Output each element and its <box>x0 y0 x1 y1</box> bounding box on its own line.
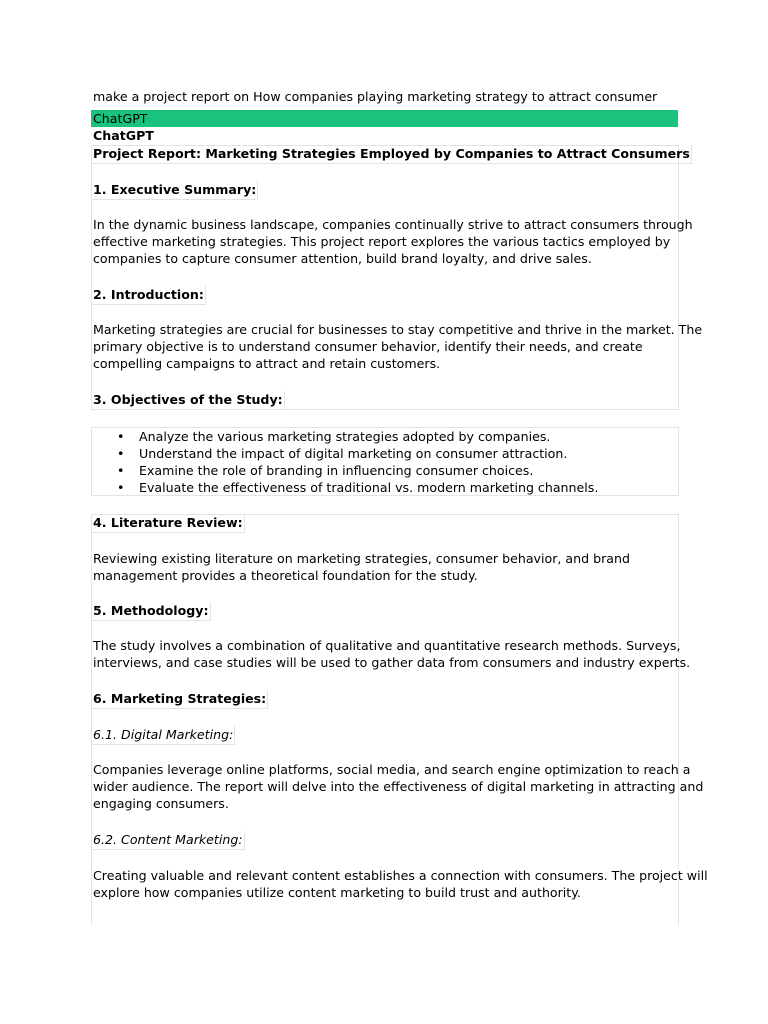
list-item: • Understand the impact of digital marketing on consumer attraction. <box>117 446 568 461</box>
paragraph-line: effective marketing strategies. This project report explores the various tactics employed by <box>93 234 671 249</box>
section-heading-objectives: 3. Objectives of the Study: <box>92 391 285 410</box>
paragraph-line: primary objective is to understand consumer behavior, identify their needs, and create <box>93 339 643 354</box>
paragraph-line: compelling campaigns to attract and retain customers. <box>93 356 441 371</box>
paragraph-line: In the dynamic business landscape, companies continually strive to attract consumers through <box>93 217 693 232</box>
section-heading-marketing-strategies: 6. Marketing Strategies: <box>92 690 268 709</box>
bullet-icon: • <box>117 480 125 495</box>
subsection-heading-content-marketing: 6.2. Content Marketing: <box>92 831 245 850</box>
paragraph-line: Reviewing existing literature on marketing strategies, consumer behavior, and brand <box>93 551 630 566</box>
paragraph-line: Marketing strategies are crucial for businesses to stay competitive and thrive in the market. The <box>93 322 703 337</box>
user-prompt: make a project report on How companies playing marketing strategy to attract consumer <box>93 89 658 104</box>
chatgpt-label: ChatGPT <box>93 111 148 126</box>
bullet-icon: • <box>117 429 125 444</box>
paragraph-line: interviews, and case studies will be used to gather data from consumers and industry experts. <box>93 655 691 670</box>
bullet-icon: • <box>117 446 125 461</box>
paragraph-line: wider audience. The report will delve into the effectiveness of digital marketing in attracting and <box>93 779 704 794</box>
section-heading-introduction: 2. Introduction: <box>92 286 206 305</box>
section-heading-executive-summary: 1. Executive Summary: <box>92 181 258 200</box>
paragraph-line: Companies leverage online platforms, social media, and search engine optimization to reach a <box>93 762 691 777</box>
chatgpt-label-bar <box>91 110 678 127</box>
paragraph-line: Creating valuable and relevant content establishes a connection with consumers. The project will <box>93 868 708 883</box>
list-item: • Analyze the various marketing strategies adopted by companies. <box>117 429 551 444</box>
section-heading-literature-review: 4. Literature Review: <box>92 514 245 533</box>
paragraph-line: The study involves a combination of qualitative and quantitative research methods. Surveys, <box>93 638 681 653</box>
section-heading-methodology: 5. Methodology: <box>92 602 211 621</box>
list-item: • Examine the role of branding in influencing consumer choices. <box>117 463 534 478</box>
paragraph-line: explore how companies utilize content marketing to build trust and authority. <box>93 885 581 900</box>
bullet-icon: • <box>117 463 125 478</box>
paragraph-line: management provides a theoretical foundation for the study. <box>93 568 478 583</box>
paragraph-line: engaging consumers. <box>93 796 229 811</box>
report-title: Project Report: Marketing Strategies Employed by Companies to Attract Consumers <box>92 145 692 164</box>
list-item: • Evaluate the effectiveness of traditional vs. modern marketing channels. <box>117 480 599 495</box>
subsection-heading-digital-marketing: 6.1. Digital Marketing: <box>92 726 235 745</box>
chatgpt-heading: ChatGPT <box>93 128 154 143</box>
paragraph-line: companies to capture consumer attention, build brand loyalty, and drive sales. <box>93 251 592 266</box>
